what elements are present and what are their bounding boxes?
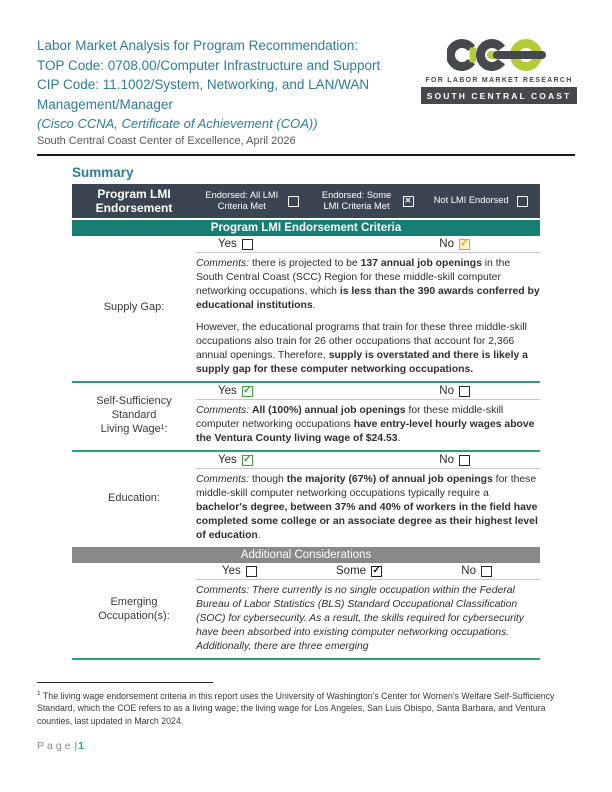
criteria-row — [72, 450, 540, 547]
row-label: Emerging Occupation(s): — [98, 595, 170, 622]
checkbox-checked[interactable]: ✓ — [372, 565, 381, 576]
footnote-text — [37, 688, 575, 727]
endorsement-options — [194, 190, 538, 213]
doc-subtitle: (Cisco CCNA, Certificate of Achievement (COA)) — [37, 116, 318, 131]
checkbox-unchecked[interactable] — [242, 239, 253, 250]
doc-title-line: TOP Code: 0708.00/Computer Infrastructure and Support — [37, 57, 381, 73]
criteria-row — [72, 381, 540, 450]
coe-logo-mark — [447, 38, 551, 74]
endorsement-option[interactable] — [309, 190, 424, 213]
checkbox-unchecked[interactable] — [517, 196, 528, 207]
option-label: No — [461, 565, 476, 577]
coe-logo — [423, 38, 575, 104]
row-content — [196, 452, 540, 543]
criteria-row — [72, 236, 540, 381]
checkbox-checked[interactable]: ✕ — [403, 196, 414, 207]
option-yes[interactable] — [222, 565, 257, 577]
endorsement-header-label: Program LMI Endorsement — [95, 187, 173, 215]
endorsement-option-label: Endorsed: Some LMI Criteria Met — [321, 189, 392, 211]
option-yes[interactable] — [218, 385, 253, 397]
lmi-endorsement-table — [72, 184, 540, 660]
row-comments — [196, 403, 540, 446]
option-no[interactable] — [439, 238, 470, 250]
page-label: Page — [37, 740, 74, 752]
option-line — [196, 452, 540, 469]
checkbox-unchecked[interactable] — [288, 196, 299, 207]
option-line — [196, 383, 540, 400]
additional-considerations-band: Additional Considerations — [72, 547, 540, 563]
option-label: Some — [336, 565, 367, 577]
header-divider — [37, 154, 575, 156]
comment-paragraph: Comments: There currently is no single occupation within the Federal Bureau of Labor Statistics (BLS) Standard Occupational Classification (SOC) for cybersecurity. As a result, the skills required for cybersecurity have been absorbed into existing computer networking occupations. Additionally, there are three emerging — [196, 585, 524, 652]
page-number-value: 1 — [78, 740, 85, 752]
endorsement-option[interactable] — [423, 190, 538, 213]
footnote-area — [37, 682, 575, 727]
checkbox-unchecked[interactable] — [459, 386, 470, 397]
logo-region-badge: SOUTH CENTRAL COAST — [421, 87, 578, 104]
title-block — [37, 36, 423, 149]
endorsement-option-label: Endorsed: All LMI Criteria Met — [205, 189, 279, 211]
row-content — [196, 563, 540, 654]
doc-title — [37, 36, 423, 114]
checkbox-checked[interactable]: ✓ — [460, 238, 469, 249]
option-label: Yes — [218, 385, 237, 397]
option-label: No — [439, 454, 454, 466]
doc-title-line: Labor Market Analysis for Program Recommendation: — [37, 38, 359, 53]
row-content — [196, 236, 540, 377]
option-label: No — [439, 238, 454, 250]
option-label: No — [439, 385, 454, 397]
option-line — [196, 563, 540, 580]
option-no[interactable] — [439, 454, 470, 466]
page-separator: | — [74, 740, 78, 752]
row-label: Supply Gap: — [103, 300, 165, 313]
option-yes[interactable] — [218, 238, 253, 250]
criteria-rows — [72, 236, 540, 547]
checkbox-checked[interactable]: ✓ — [243, 454, 252, 465]
footnote-marker: 1 — [37, 690, 41, 697]
option-label: Yes — [218, 238, 237, 250]
checkbox-unchecked[interactable] — [459, 455, 470, 466]
page-number — [37, 740, 84, 752]
row-label: Education: — [108, 491, 160, 504]
footnote-body: The living wage endorsement criteria in this report uses the University of Washington's Center for Women's Welfare Self-Sufficiency Standard, which the COE refers to as a living wage; the living wage for Los Angeles, San Luis Obispo, Santa Barbara, and Ventura counties, last updated in March 2024. — [37, 690, 555, 726]
checkbox-unchecked[interactable] — [246, 566, 257, 577]
doc-byline: South Central Coast Center of Excellence, April 2026 — [37, 135, 296, 147]
endorsement-header-row — [72, 184, 540, 218]
row-comments — [196, 583, 540, 654]
comment-paragraph: Comments: there is projected to be 137 annual job openings in the South Central Coast (SCC) Region for these middle-skill computer networking occupations, which is less than the 390 awards conferred by educational institutions. — [196, 258, 540, 311]
logo-tagline: FOR LABOR MARKET RESEARCH — [425, 77, 573, 84]
comment-paragraph: However, the educational programs that train for these three middle-skill occupations also train for 26 other occupations that account for 2,366 annual openings. Therefore, supply is overstated and there is likely a supply gap for these computer networking occupations. — [196, 322, 528, 375]
criteria-band: Program LMI Endorsement Criteria — [72, 220, 540, 236]
option-no[interactable] — [461, 565, 492, 577]
comment-paragraph: Comments: though the majority (67%) of annual job openings for these middle-skill computer networking occupations typically require a bachelor's degree, between 37% and 40% of workers in the field have completed some college or an associate degree as their highest level of education. — [196, 474, 538, 541]
row-comments — [196, 256, 540, 377]
doc-title-line: Management/Manager — [37, 96, 173, 112]
checkbox-checked[interactable]: ✓ — [243, 385, 252, 396]
additional-rows — [72, 563, 540, 660]
comment-paragraph: Comments: All (100%) annual job openings for these middle-skill computer networking occupations have entry-level hourly wages above the Ventura County living wage of $24.53. — [196, 405, 535, 444]
summary-heading: Summary — [72, 165, 134, 180]
endorsement-option[interactable] — [194, 190, 309, 213]
document-header — [37, 36, 575, 149]
option-line — [196, 236, 540, 253]
option-yes[interactable] — [218, 454, 253, 466]
option-label: Yes — [222, 565, 241, 577]
criteria-row — [72, 563, 540, 660]
option-label: Yes — [218, 454, 237, 466]
row-comments — [196, 472, 540, 543]
footnote-separator — [37, 682, 213, 683]
row-label: Self-Sufficiency Standard Living Wage¹: — [96, 394, 172, 435]
doc-title-line: CIP Code: 11.1002/System, Networking, and LAN/WAN — [37, 77, 370, 92]
endorsement-option-label: Not LMI Endorsed — [433, 195, 509, 206]
row-content — [196, 383, 540, 446]
checkbox-unchecked[interactable] — [481, 566, 492, 577]
option-some[interactable] — [336, 565, 382, 577]
option-no[interactable] — [439, 385, 470, 397]
